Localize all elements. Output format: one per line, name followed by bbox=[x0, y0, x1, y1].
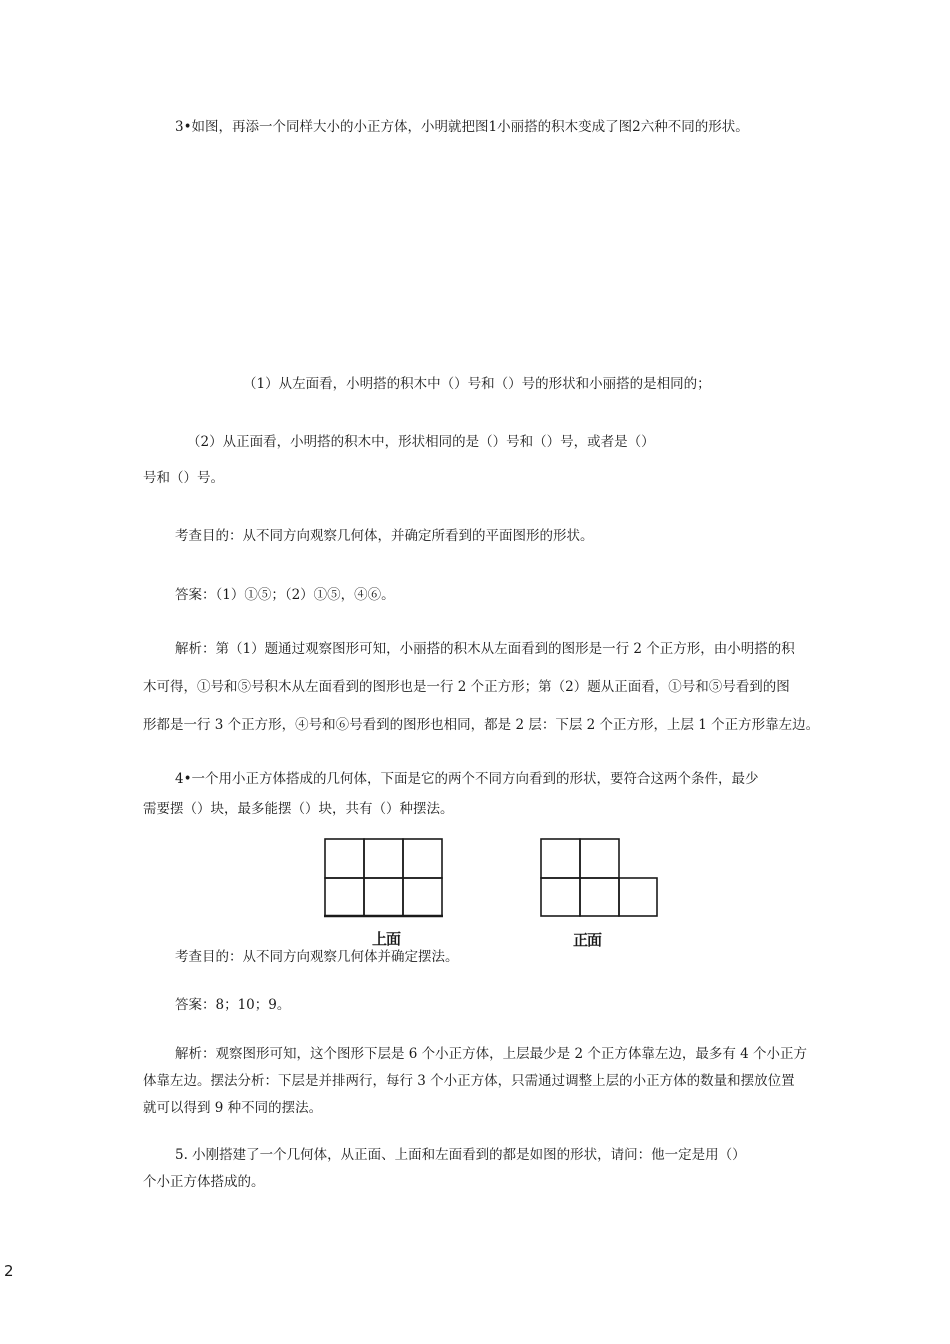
top-view-cell bbox=[364, 878, 403, 916]
q4-purpose: 考查目的：从不同方向观察几何体并确定摆法。 bbox=[175, 949, 459, 965]
front-view-cell bbox=[619, 878, 657, 916]
q4-analysis-line2: 体靠左边。摆法分析：下层是并排两行，每行 3 个小正方体，只需通过调整上层的小正方体的数量和摆放位置 bbox=[143, 1073, 795, 1089]
q3-analysis-line2: 木可得，①号和⑤号积木从左面看到的图形也是一行 2 个正方形；第（2）题从正面看，①号和⑤号看到的图 bbox=[143, 679, 790, 695]
q5-intro-line1: 5. 小刚搭建了一个几何体，从正面、上面和左面看到的都是如图的形状，请问：他一定是用（） bbox=[175, 1147, 746, 1163]
q3-part1: （1）从左面看，小明搭的积木中（）号和（）号的形状和小丽搭的是相同的； bbox=[243, 376, 711, 392]
q3-analysis-line3: 形都是一行 3 个正方形，④号和⑥号看到的图形也相同，都是 2 层：下层 2 个正方形，上层 1 个正方形靠左边。 bbox=[143, 717, 820, 733]
page-number: 2 bbox=[4, 1262, 14, 1280]
q4-analysis-line3: 就可以得到 9 种不同的摆法。 bbox=[143, 1100, 323, 1116]
top-view-cell bbox=[325, 839, 364, 878]
q4-intro-line2: 需要摆（）块，最多能摆（）块，共有（）种摆法。 bbox=[143, 801, 454, 817]
front-view-cell bbox=[580, 878, 619, 916]
q5-intro-line2: 个小正方体搭成的。 bbox=[143, 1174, 265, 1190]
q4-intro-line1: 4•一个用小正方体搭成的几何体，下面是它的两个不同方向看到的形状，要符合这两个条件，最少 bbox=[175, 771, 759, 787]
top-view-cell bbox=[364, 839, 403, 878]
front-view-figure bbox=[538, 836, 662, 920]
q4-answer: 答案：8；10；9。 bbox=[175, 997, 291, 1013]
q3-answer: 答案：（1）①⑤；（2）①⑤，④⑥。 bbox=[175, 587, 395, 603]
top-view-figure bbox=[322, 836, 446, 920]
q3-part2-line1: （2）从正面看，小明搭的积木中，形状相同的是（）号和（）号，或者是（） bbox=[187, 434, 655, 450]
front-view-cell bbox=[541, 839, 580, 878]
top-view-cell bbox=[325, 878, 364, 916]
front-view-cell bbox=[541, 878, 580, 916]
q3-purpose: 考查目的：从不同方向观察几何体，并确定所看到的平面图形的形状。 bbox=[175, 528, 594, 544]
front-view-cell bbox=[580, 839, 619, 878]
front-view-caption: 正面 bbox=[573, 931, 602, 949]
q3-analysis-line1: 解析：第（1）题通过观察图形可知，小丽搭的积木从左面看到的图形是一行 2 个正方形，由小明搭的积 bbox=[175, 641, 795, 657]
top-view-cell bbox=[403, 839, 442, 878]
q3-part2-line2: 号和（）号。 bbox=[143, 470, 224, 486]
top-view-caption: 上面 bbox=[372, 930, 401, 948]
q4-analysis-line1: 解析：观察图形可知，这个图形下层是 6 个小正方体，上层最少是 2 个正方体靠左边，最多有 4 个小正方 bbox=[175, 1046, 808, 1062]
top-view-cell bbox=[403, 878, 442, 916]
q3-intro: 3•如图，再添一个同样大小的小正方体，小明就把图1小丽搭的积木变成了图2六种不同的形状。 bbox=[175, 119, 749, 135]
